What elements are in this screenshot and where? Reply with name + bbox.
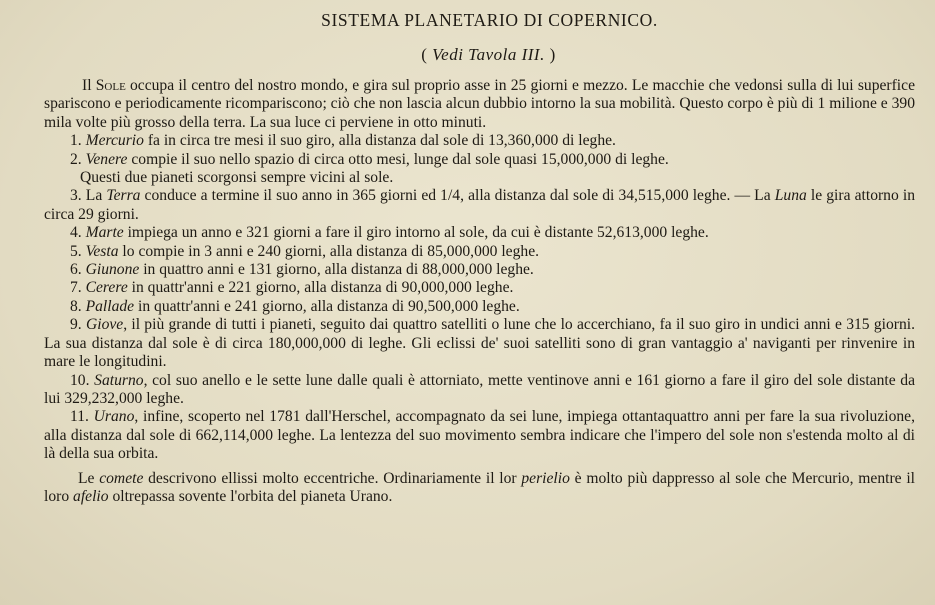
planet-name-mercury: Mercurio: [85, 132, 144, 150]
planet-text: lo compie in 3 anni e 240 giorni, alla distanza di 85,000,000 leghe.: [118, 242, 540, 260]
item-number: 3. La: [70, 187, 107, 205]
item-number: 5.: [70, 242, 86, 260]
planet-text: in quattr'anni e 241 giorno, alla distanza di 90,500,000 leghe.: [134, 297, 520, 315]
sun-term: Sole: [95, 77, 126, 94]
term-perielio: perielio: [521, 469, 570, 487]
planet-name-uranus: Urano: [93, 408, 135, 426]
paragraph-venus: [44, 151, 915, 169]
planet-text: conduce a termine il suo anno in 365 giorni ed 1/4, alla distanza dal sole di 34,515,000 leghe. — La: [140, 187, 775, 205]
item-number: 7.: [70, 279, 86, 297]
term-comete: comete: [99, 469, 144, 487]
paragraph-pallas: [44, 298, 915, 316]
planet-name-earth: Terra: [106, 187, 141, 205]
plate-reference: [44, 45, 915, 65]
paragraph-juno: [44, 261, 915, 279]
moon-text: le gira attorno in circa 29 giorni.: [44, 187, 915, 223]
paragraph-earth: [44, 187, 915, 224]
moon-name: Luna: [774, 187, 807, 205]
item-number: 4.: [70, 224, 86, 242]
planet-name-pallas: Pallade: [85, 297, 135, 315]
paragraph-ceres: [44, 279, 915, 297]
sun-text: occupa il centro del nostro mondo, e gira sul proprio asse in 25 giorni e mezzo. Le macchie che vedonsi sulla di lui superfice spariscono e periodicamente ricompariscono; ciò che non lascia alcun dubbio intorno la sua mobilità. Questo corpo è più di 1 milione e 390 mila volte più grosso della terra. La sua luce ci perviene in otto minuti.: [44, 77, 915, 131]
item-number: 8.: [70, 297, 86, 315]
planet-text: in quattr'anni e 221 giorno, alla distanza di 90,000,000 leghe.: [127, 279, 514, 297]
plate-reference-text: Vedi Tavola III.: [432, 45, 545, 64]
term-afelio: afelio: [73, 487, 109, 505]
sun-lead: Il: [82, 77, 96, 94]
paragraph-pair-note: Questi due pianeti scorgonsi sempre vicini al sole.: [80, 169, 394, 187]
planet-text: in quattro anni e 131 giorno, alla distanza di 88,000,000 leghe.: [139, 261, 534, 279]
planet-name-jupiter: Giove: [85, 316, 124, 334]
planet-name-saturn: Saturno: [94, 371, 144, 389]
item-number: 2.: [70, 150, 86, 168]
comets-text-2: è molto più dappresso al sole che Mercurio, mentre il loro: [44, 469, 915, 505]
paragraph-jupiter: [44, 316, 915, 371]
planet-name-venus: Venere: [85, 150, 128, 168]
comets-text-1: descrivono ellissi molto eccentriche. Ordinariamente il lor: [143, 469, 522, 487]
plate-reference-open: (: [421, 45, 433, 64]
paragraph-mercury: [44, 132, 915, 150]
paragraph-vesta: [44, 243, 915, 261]
page-title: SISTEMA PLANETARIO DI COPERNICO.: [321, 10, 658, 30]
planet-text: impiega un anno e 321 giorni a fare il giro intorno al sole, da cui è distante 52,613,000 leghe.: [123, 224, 709, 242]
planet-text: , il più grande di tutti i pianeti, seguito dai quattro satelliti o lune che lo accerchiano, fa il suo giro in undici anni e 315 giorni. La sua distanza dal sole è di circa 180,000,000 di leghe. Gli eclissi de' suoi satelliti sono di gran vantaggio a' naviganti per rinvenire in mare le longitudini.: [44, 316, 916, 371]
paragraph-saturn: [44, 372, 915, 409]
planet-text: fa in circa tre mesi il suo giro, alla distanza dal sole di 13,360,000 di leghe.: [143, 132, 616, 150]
planet-text: , col suo anello e le sette lune dalle quali è attorniato, mette ventinove anni e 161 giorno a fare il giro del sole distante da lui 329,232,000 leghe.: [44, 371, 916, 407]
paragraph-comets: [44, 470, 915, 507]
planet-text: compie il suo nello spazio di circa otto mesi, lunge dal sole quasi 15,000,000 di leghe.: [127, 150, 669, 168]
paragraph-uranus: [44, 408, 915, 463]
item-number: 11.: [70, 408, 94, 426]
comets-lead: Le: [78, 469, 100, 487]
item-number: 1.: [70, 132, 86, 150]
planet-name-juno: Giunone: [85, 261, 140, 279]
body-text: [44, 77, 915, 506]
plate-reference-close: ): [544, 45, 556, 64]
planet-name-vesta: Vesta: [85, 242, 119, 260]
item-number: 6.: [70, 261, 86, 279]
planet-name-ceres: Cerere: [85, 279, 128, 297]
planet-name-mars: Marte: [85, 224, 124, 242]
comets-text-3: oltrepassa sovente l'orbita del pianeta Urano.: [108, 487, 393, 505]
planet-text: , infine, scoperto nel 1781 dall'Herschel, accompagnato da sei lune, impiega ottantaquattro anni per fare la sua rivoluzione, alla distanza dal sole di 662,114,000 leghe. La lentezza del suo movimento sembra indicare che l'impero del sole non s'estenda molto al di là della sua orbita.: [44, 408, 915, 463]
item-number: 10.: [70, 371, 95, 389]
paragraph-sun: [44, 77, 915, 132]
item-number: 9.: [70, 316, 86, 334]
paragraph-mars: [44, 224, 915, 242]
